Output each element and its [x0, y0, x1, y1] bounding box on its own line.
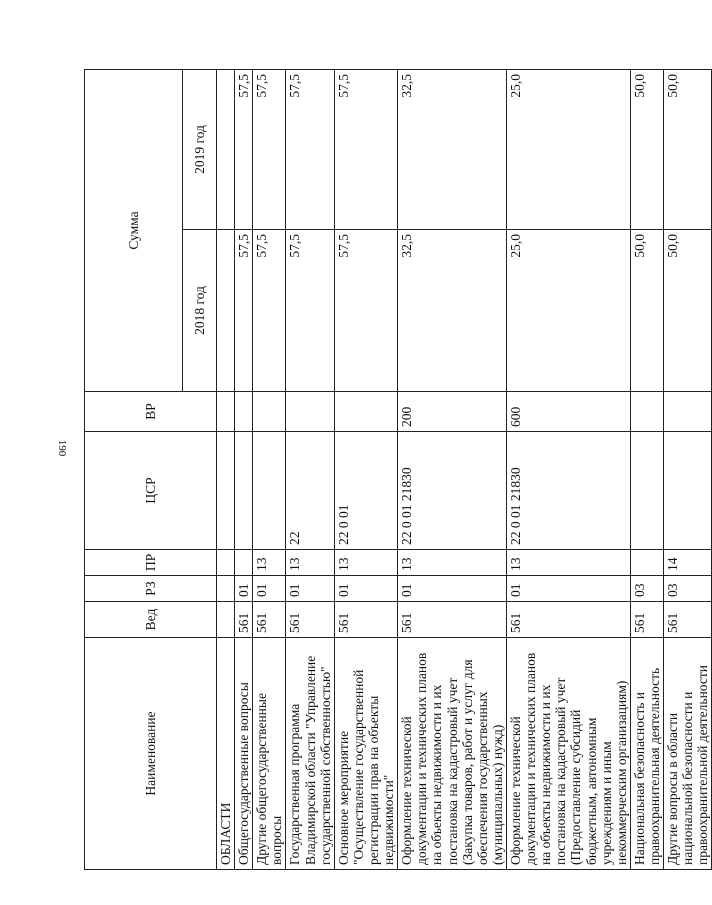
cell-name: Оформление технической документации и технических планов на объекты недвижимости и их постановка на кадастровый учет (Предоставление субсидий бюджетным, автономным учреждениям и иным некоммерческим организациям)	[506, 638, 630, 870]
header-2019: 2019 год	[183, 69, 217, 229]
cell-ved: 561	[398, 602, 507, 638]
header-sum: Сумма	[85, 69, 183, 391]
cell-rz: 01	[235, 576, 253, 602]
empty-cell	[217, 576, 235, 602]
cell-2019: 57,5	[235, 69, 253, 229]
table-row	[630, 69, 663, 869]
cell-csr: 22 0 01 21830	[398, 432, 507, 550]
cell-csr: 22 0 01 21830	[506, 432, 630, 550]
table-row	[398, 69, 507, 869]
header-ved: Вед	[85, 602, 217, 638]
cell-rz: 01	[253, 576, 286, 602]
cell-2018: 57,5	[334, 230, 397, 392]
cell-csr	[253, 432, 286, 550]
cell-vr: 200	[398, 392, 507, 432]
cell-vr: 600	[506, 392, 630, 432]
cell-pr: 13	[506, 550, 630, 576]
cell-vr	[334, 392, 397, 432]
budget-table	[84, 69, 712, 870]
cell-rz: 03	[630, 576, 663, 602]
header-2018: 2018 год	[183, 230, 217, 392]
cell-ved: 561	[334, 602, 397, 638]
table-row	[235, 69, 253, 869]
empty-cell	[217, 392, 235, 432]
cell-csr	[664, 432, 712, 550]
cell-pr: 13	[286, 550, 334, 576]
cell-2019: 57,5	[334, 69, 397, 229]
header-csr: ЦСР	[85, 432, 217, 550]
empty-cell	[217, 432, 235, 550]
table-row	[286, 69, 334, 869]
cell-rz: 03	[664, 576, 712, 602]
cell-2018: 25,0	[506, 230, 630, 392]
cell-2019: 25,0	[506, 69, 630, 229]
cell-name: Оформление технической документации и технических планов на объекты недвижимости и их постановка на кадастровый учет (Закупка товаров, работ и услуг для обеспечения государственных (муниципальных) нужд)	[398, 638, 507, 870]
cell-ved: 561	[506, 602, 630, 638]
cell-name: Другие вопросы в области национальной безопасности и правоохранительной деятельности	[664, 638, 712, 870]
empty-cell	[217, 602, 235, 638]
cell-2018: 57,5	[253, 230, 286, 392]
header-row	[85, 69, 183, 869]
cell-2018: 57,5	[286, 230, 334, 392]
cell-pr: 14	[664, 550, 712, 576]
cell-2018: 57,5	[235, 230, 253, 392]
header-pr: ПР	[85, 550, 217, 576]
cell-ved: 561	[664, 602, 712, 638]
table-row	[334, 69, 397, 869]
header-name: Наименование	[85, 638, 217, 870]
cell-2019: 50,0	[630, 69, 663, 229]
cell-rz: 01	[334, 576, 397, 602]
table-stage	[84, 70, 711, 870]
cell-ved: 561	[253, 602, 286, 638]
cell-ved: 561	[286, 602, 334, 638]
cell-name: Другие общегосударственные вопросы	[253, 638, 286, 870]
cell-2019: 50,0	[664, 69, 712, 229]
cell-rz: 01	[398, 576, 507, 602]
cell-2018: 50,0	[630, 230, 663, 392]
cell-vr	[286, 392, 334, 432]
cell-pr: 13	[253, 550, 286, 576]
cell-csr	[630, 432, 663, 550]
cell-ved: 561	[235, 602, 253, 638]
empty-cell	[217, 230, 235, 392]
section-title: ОБЛАСТИ	[217, 638, 235, 870]
cell-pr	[630, 550, 663, 576]
cell-pr: 13	[398, 550, 507, 576]
cell-ved: 561	[630, 602, 663, 638]
cell-rz: 01	[286, 576, 334, 602]
cell-2018: 50,0	[664, 230, 712, 392]
cell-2019: 57,5	[286, 69, 334, 229]
cell-vr	[630, 392, 663, 432]
empty-cell	[217, 69, 235, 229]
cell-vr	[253, 392, 286, 432]
cell-csr	[235, 432, 253, 550]
cell-2019: 57,5	[253, 69, 286, 229]
cell-2019: 32,5	[398, 69, 507, 229]
cell-2018: 32,5	[398, 230, 507, 392]
cell-name: Основное мероприятие "Осуществление государственной регистрации прав на объекты недвижимости"	[334, 638, 397, 870]
cell-name: Государственная программа Владимирской области "Управление государственной собственностью"	[286, 638, 334, 870]
header-rz: РЗ	[85, 576, 217, 602]
page-number: 190	[56, 439, 68, 457]
empty-cell	[217, 550, 235, 576]
header-vr: ВР	[85, 392, 217, 432]
rotated-table-wrapper	[84, 70, 711, 870]
table-row	[506, 69, 630, 869]
cell-vr	[235, 392, 253, 432]
cell-name: Национальная безопасность и правоохранительная деятельность	[630, 638, 663, 870]
cell-csr: 22	[286, 432, 334, 550]
cell-rz: 01	[506, 576, 630, 602]
cell-pr	[235, 550, 253, 576]
cell-csr: 22 0 01	[334, 432, 397, 550]
table-row	[253, 69, 286, 869]
cell-pr: 13	[334, 550, 397, 576]
cell-name: Общегосударственные вопросы	[235, 638, 253, 870]
table-row-section	[217, 69, 235, 869]
cell-vr	[664, 392, 712, 432]
table-row	[664, 69, 712, 869]
